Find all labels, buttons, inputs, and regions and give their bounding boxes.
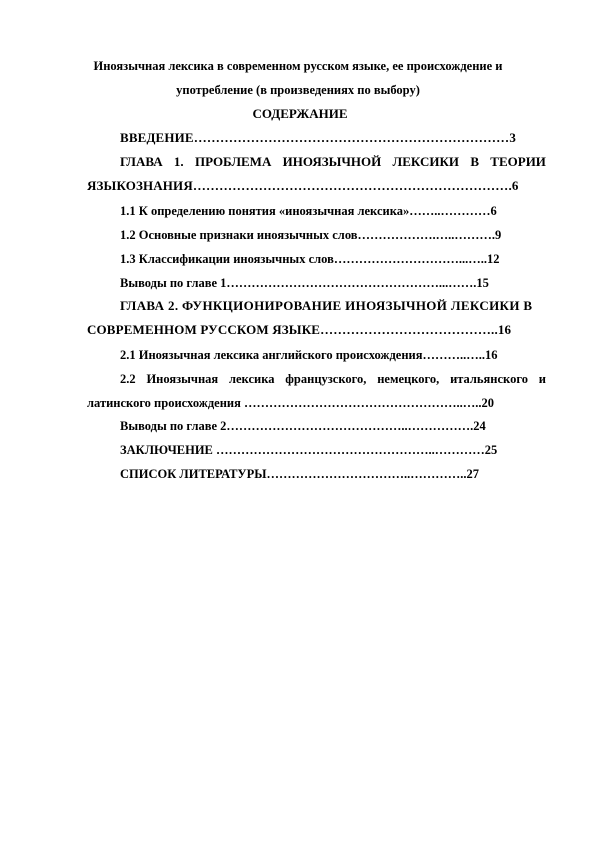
toc-section-1-3: 1.3 Классификации иноязычных слов…………………………...…..12 xyxy=(120,252,500,266)
toc-section-1-2: 1.2 Основные признаки иноязычных слов……………….…..……….9 xyxy=(120,228,502,242)
toc-chapter-2-line-1: ГЛАВА 2. ФУНКЦИОНИРОВАНИЕ ИНОЯЗЫЧНОЙ ЛЕКСИКИ В xyxy=(120,298,533,313)
toc-word: ЛЕКСИКИ xyxy=(392,154,460,169)
toc-conclusion: ЗАКЛЮЧЕНИЕ ……………………………………………..…………25 xyxy=(120,443,498,457)
toc-word: В xyxy=(470,154,479,169)
toc-section-2-2-line-2: латинского происхождения ……………………………………………..…..20 xyxy=(87,396,494,410)
document-title-line-1: Иноязычная лексика в современном русском языке, ее происхождение и xyxy=(93,59,503,73)
toc-section-1-1: 1.1 К определению понятия «иноязычная лексика»……..…………6 xyxy=(120,204,497,218)
toc-section-2-2-line-1 xyxy=(120,371,546,387)
toc-chapter-1-conclusions: Выводы по главе 1……………………………………………...…….15 xyxy=(120,276,489,290)
toc-chapter-2-conclusions: Выводы по главе 2……………………………………..…………….24 xyxy=(120,419,486,433)
toc-chapter-1-line-2: ЯЗЫКОЗНАНИЯ……………………………………………………………….6 xyxy=(87,178,519,193)
toc-word: ИНОЯЗЫЧНОЙ xyxy=(282,154,382,169)
toc-introduction: ВВЕДЕНИЕ………………………………………………………………3 xyxy=(120,130,516,145)
toc-chapter-2-line-2: СОВРЕМЕННОМ РУССКОМ ЯЗЫКЕ…………………………………..16 xyxy=(87,322,512,337)
toc-word: ПРОБЛЕМА xyxy=(194,154,272,169)
contents-heading: СОДЕРЖАНИЕ xyxy=(252,106,348,121)
toc-word: 2.2 xyxy=(120,372,136,386)
toc-word: немецкого, xyxy=(377,372,440,386)
toc-word: французского, xyxy=(285,372,367,386)
toc-chapter-1-line-1 xyxy=(120,154,546,170)
toc-references: СПИСОК ЛИТЕРАТУРЫ……………………………..…………..27 xyxy=(120,467,480,481)
toc-word: 1. xyxy=(173,154,184,169)
toc-word: и xyxy=(538,372,546,386)
toc-word: итальянского xyxy=(450,372,528,386)
toc-word: ТЕОРИИ xyxy=(490,154,546,169)
toc-word: лексика xyxy=(229,372,275,386)
toc-word: Иноязычная xyxy=(146,372,219,386)
document-title-line-2: употребление (в произведениях по выбору) xyxy=(176,83,420,97)
toc-section-2-1: 2.1 Иноязычная лексика английского происхождения………..…..16 xyxy=(120,348,498,362)
toc-word: ГЛАВА xyxy=(120,154,163,169)
